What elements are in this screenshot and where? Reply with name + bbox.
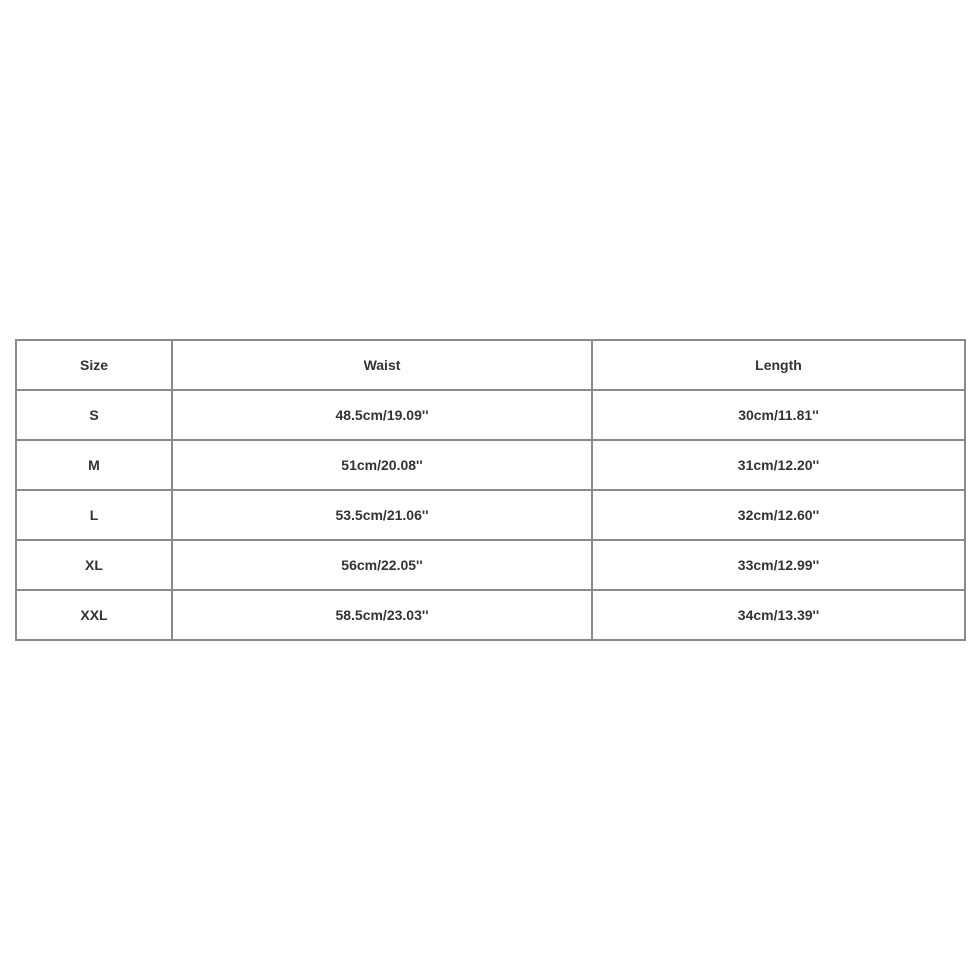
size-cell: M xyxy=(16,440,172,490)
waist-cell: 56cm/22.05'' xyxy=(172,540,592,590)
table-row xyxy=(16,490,965,540)
size-cell: XL xyxy=(16,540,172,590)
table-row xyxy=(16,390,965,440)
table-row xyxy=(16,440,965,490)
table-row xyxy=(16,540,965,590)
length-cell: 32cm/12.60'' xyxy=(592,490,965,540)
length-cell: 33cm/12.99'' xyxy=(592,540,965,590)
length-cell: 30cm/11.81'' xyxy=(592,390,965,440)
waist-cell: 51cm/20.08'' xyxy=(172,440,592,490)
waist-cell: 53.5cm/21.06'' xyxy=(172,490,592,540)
header-size: Size xyxy=(16,340,172,390)
waist-cell: 48.5cm/19.09'' xyxy=(172,390,592,440)
length-cell: 31cm/12.20'' xyxy=(592,440,965,490)
header-waist: Waist xyxy=(172,340,592,390)
length-cell: 34cm/13.39'' xyxy=(592,590,965,640)
size-cell: L xyxy=(16,490,172,540)
waist-cell: 58.5cm/23.03'' xyxy=(172,590,592,640)
size-cell: XXL xyxy=(16,590,172,640)
size-chart-table xyxy=(15,339,966,641)
header-length: Length xyxy=(592,340,965,390)
size-cell: S xyxy=(16,390,172,440)
table-row xyxy=(16,590,965,640)
table-header-row xyxy=(16,340,965,390)
